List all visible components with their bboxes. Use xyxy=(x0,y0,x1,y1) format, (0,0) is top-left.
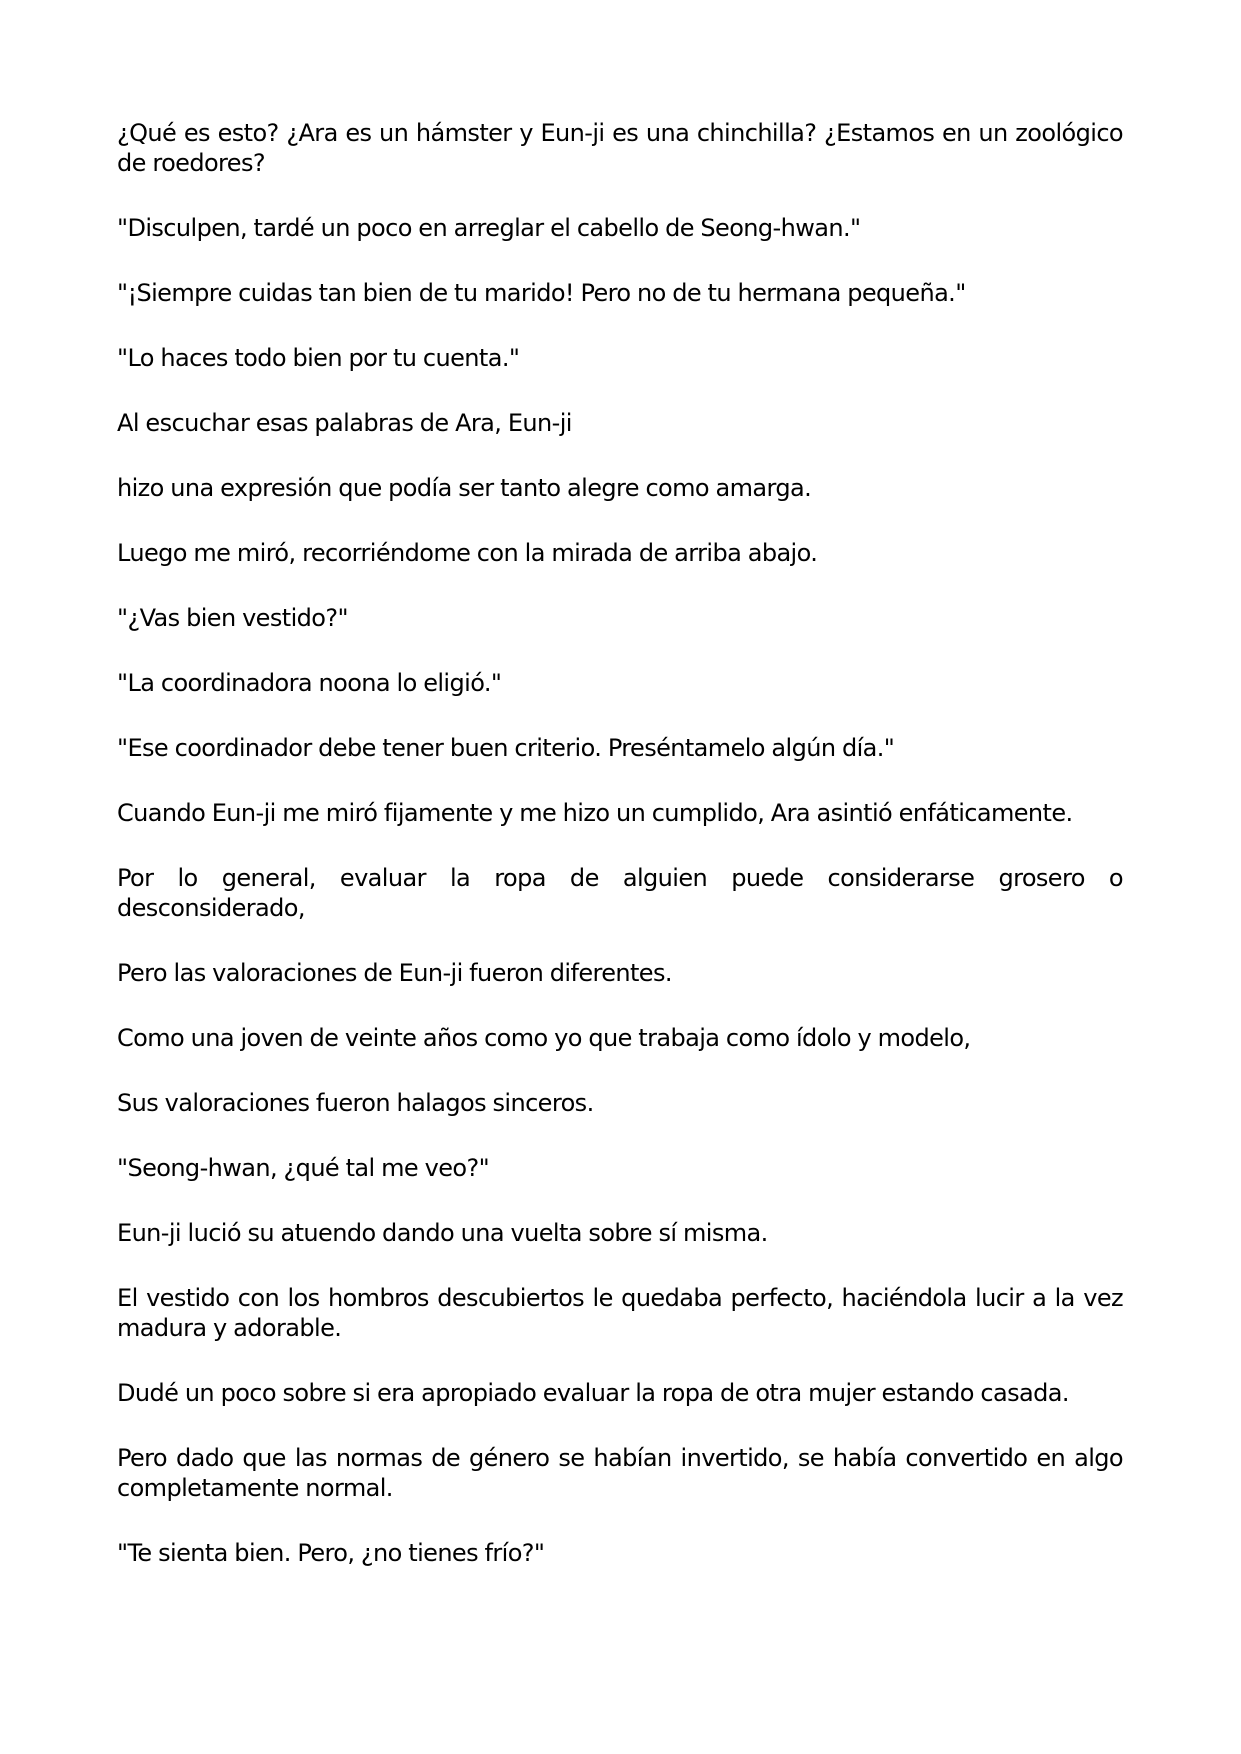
paragraph-2: "Disculpen, tardé un poco en arreglar el cabello de Seong-hwan." xyxy=(117,214,861,242)
document-page xyxy=(117,118,1123,1603)
paragraph-21: "Te sienta bien. Pero, ¿no tienes frío?" xyxy=(117,1539,545,1567)
paragraph-4: "Lo haces todo bien por tu cuenta." xyxy=(117,344,520,372)
paragraph-1: ¿Qué es esto? ¿Ara es un hámster y Eun-ji es una chinchilla? ¿Estamos en un zoológico de roedores? xyxy=(117,119,1123,177)
paragraph-15: Sus valoraciones fueron halagos sinceros. xyxy=(117,1089,594,1117)
paragraph-8: "¿Vas bien vestido?" xyxy=(117,604,348,632)
paragraph-12: Por lo general, evaluar la ropa de alguien puede considerarse grosero o desconsiderado, xyxy=(117,864,1123,922)
paragraph-11: Cuando Eun-ji me miró fijamente y me hizo un cumplido, Ara asintió enfáticamente. xyxy=(117,799,1073,827)
paragraph-13: Pero las valoraciones de Eun-ji fueron diferentes. xyxy=(117,959,672,987)
paragraph-3: "¡Siempre cuidas tan bien de tu marido! Pero no de tu hermana pequeña." xyxy=(117,279,966,307)
paragraph-20: Pero dado que las normas de género se habían invertido, se había convertido en algo completamente normal. xyxy=(117,1444,1123,1502)
paragraph-16: "Seong-hwan, ¿qué tal me veo?" xyxy=(117,1154,490,1182)
paragraph-19: Dudé un poco sobre si era apropiado evaluar la ropa de otra mujer estando casada. xyxy=(117,1379,1069,1407)
paragraph-9: "La coordinadora noona lo eligió." xyxy=(117,669,502,697)
paragraph-5: Al escuchar esas palabras de Ara, Eun-ji xyxy=(117,409,572,437)
paragraph-7: Luego me miró, recorriéndome con la mirada de arriba abajo. xyxy=(117,539,818,567)
paragraph-14: Como una joven de veinte años como yo que trabaja como ídolo y modelo, xyxy=(117,1024,971,1052)
paragraph-17: Eun-ji lució su atuendo dando una vuelta sobre sí misma. xyxy=(117,1219,768,1247)
paragraph-18: El vestido con los hombros descubiertos le quedaba perfecto, haciéndola lucir a la vez madura y adorable. xyxy=(117,1284,1123,1342)
paragraph-10: "Ese coordinador debe tener buen criterio. Preséntamelo algún día." xyxy=(117,734,895,762)
paragraph-6: hizo una expresión que podía ser tanto alegre como amarga. xyxy=(117,474,812,502)
